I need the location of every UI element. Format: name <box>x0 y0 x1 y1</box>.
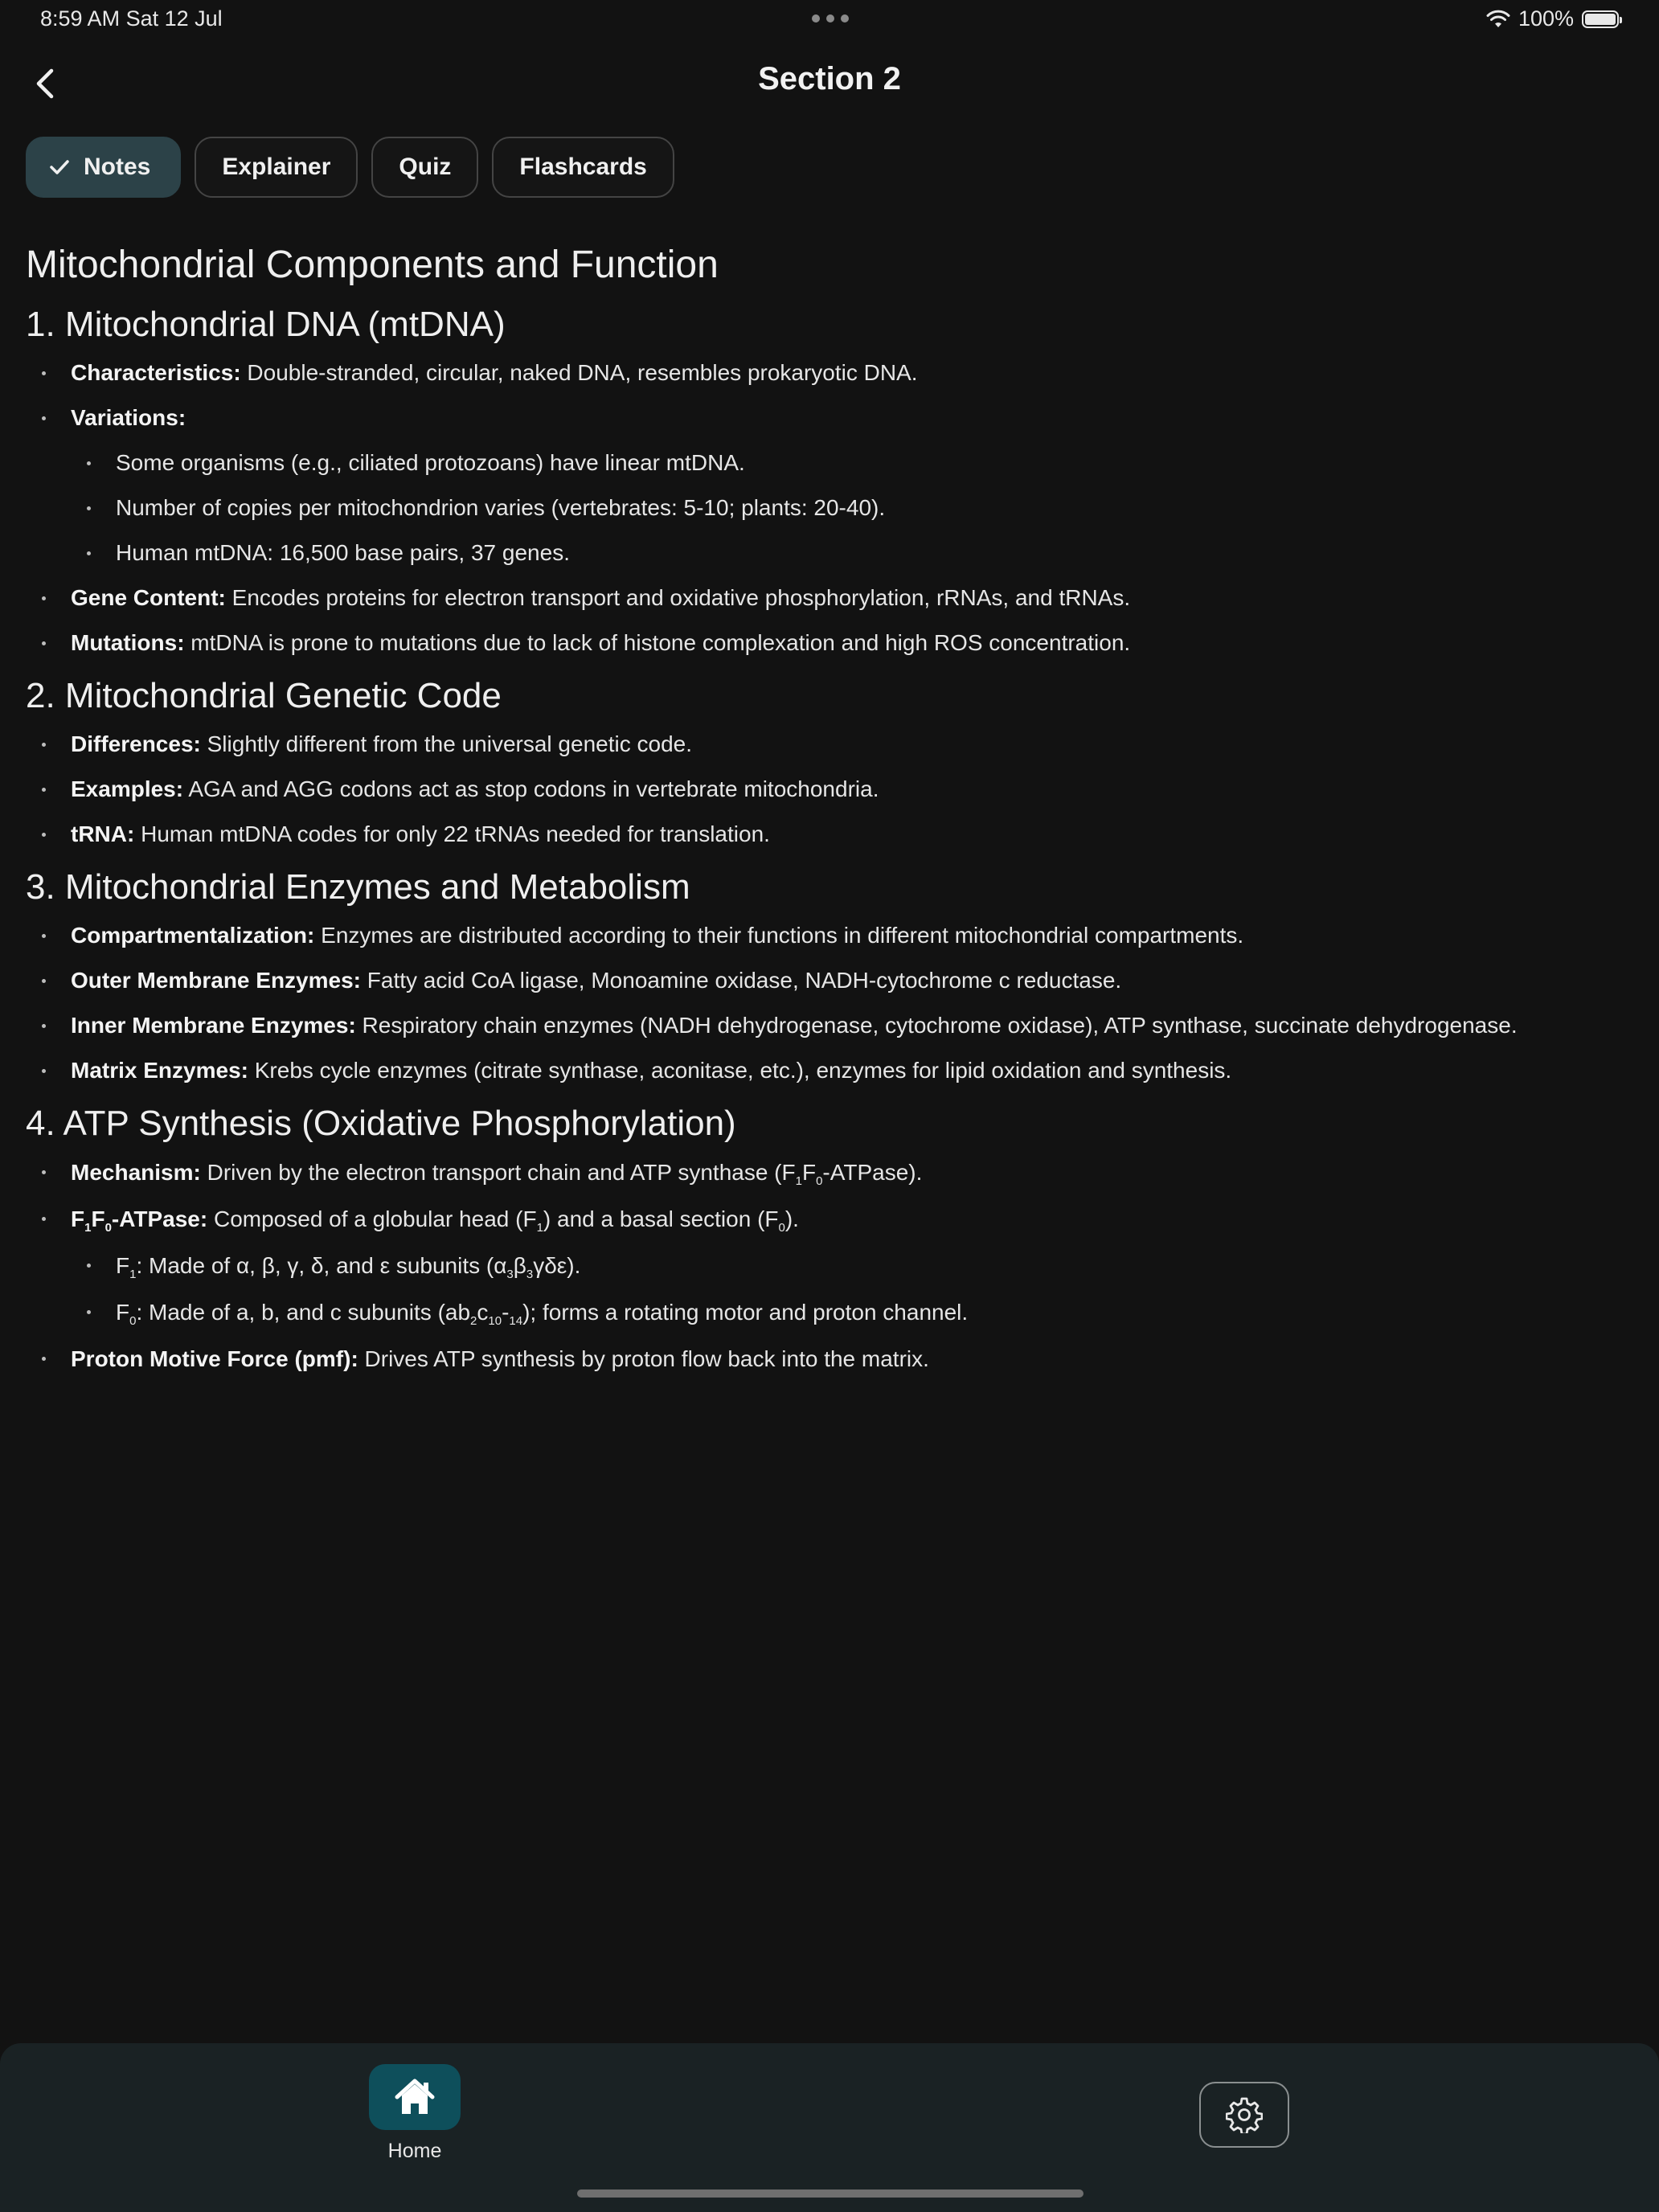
battery-percent: 100% <box>1518 6 1574 31</box>
home-indicator <box>577 2189 1083 2198</box>
wifi-icon <box>1486 10 1510 29</box>
list-item: Mutations: mtDNA is prone to mutations due to lack of histone complexation and high ROS concentration. <box>26 621 1627 666</box>
list-item: Some organisms (e.g., ciliated protozoans) have linear mtDNA. <box>26 440 1627 485</box>
section-heading: 3. Mitochondrial Enzymes and Metabolism <box>26 867 690 907</box>
list-item: Matrix Enzymes: Krebs cycle enzymes (citrate synthase, aconitase, etc.), enzymes for lipid oxidation and synthesis. <box>26 1048 1627 1093</box>
tab-label: Quiz <box>399 154 452 180</box>
bullet-list <box>26 913 1627 1093</box>
list-item: $F_1F_0$-ATPase: Composed of a globular head $(F_1)$ and a basal section $(F_0)$. <box>26 1196 1627 1243</box>
tab-notes[interactable] <box>26 137 181 198</box>
list-item: tRNA: Human mtDNA codes for only 22 tRNAs needed for translation. <box>26 812 1627 857</box>
bullet-list <box>26 350 1627 666</box>
battery-icon <box>1582 10 1619 28</box>
list-item: Outer Membrane Enzymes: Fatty acid CoA ligase, Monoamine oxidase, NADH-cytochrome c reductase. <box>26 958 1627 1003</box>
multitasking-dots-icon[interactable] <box>812 14 849 23</box>
document-title: Mitochondrial Components and Function <box>26 244 719 286</box>
tab-label: Notes <box>84 154 151 180</box>
list-item: Proton Motive Force (pmf): Drives ATP synthesis by proton flow back into the matrix. <box>26 1336 1627 1382</box>
status-bar <box>0 0 1659 39</box>
bottom-nav <box>0 2043 1659 2212</box>
section-heading: 2. Mitochondrial Genetic Code <box>26 676 502 715</box>
list-item: $F_0$: Made of a, b, and c subunits $(ab_2c_{10}-_{14})$; forms a rotating motor and proton channel. <box>26 1289 1627 1336</box>
bullet-list <box>26 722 1627 857</box>
list-item: Human mtDNA: 16,500 base pairs, 37 genes. <box>26 530 1627 576</box>
tab-explainer[interactable] <box>195 137 358 198</box>
gear-icon <box>1226 2096 1263 2133</box>
list-item: Examples: AGA and AGG codons act as stop codons in vertebrate mitochondria. <box>26 767 1627 812</box>
home-button[interactable] <box>369 2064 461 2130</box>
tab-label: Explainer <box>222 154 331 180</box>
list-item: Number of copies per mitochondrion varies (vertebrates: 5-10; plants: 20-40). <box>26 485 1627 530</box>
section-heading: 4. ATP Synthesis (Oxidative Phosphorylation) <box>26 1104 736 1143</box>
list-item: Inner Membrane Enzymes: Respiratory chain enzymes (NADH dehydrogenase, cytochrome oxidase), ATP synthase, succinate dehydrogenase. <box>26 1003 1627 1048</box>
checkmark-icon <box>48 158 71 177</box>
list-item: Variations: <box>26 395 1627 440</box>
section-heading: 1. Mitochondrial DNA (mtDNA) <box>26 305 506 344</box>
home-icon <box>394 2078 436 2116</box>
list-item: Gene Content: Encodes proteins for electron transport and oxidative phosphorylation, rRNAs, and tRNAs. <box>26 576 1627 621</box>
bullet-list <box>26 1149 1627 1382</box>
nav-home[interactable] <box>368 2064 461 2163</box>
status-time: 8:59 AM Sat 12 Jul <box>40 6 223 31</box>
settings-button[interactable] <box>1199 2082 1289 2148</box>
page-title: Section 2 <box>758 61 901 96</box>
notes-content <box>26 231 1627 1382</box>
tab-bar <box>26 137 674 198</box>
list-item: Characteristics: Double-stranded, circular, naked DNA, resembles prokaryotic DNA. <box>26 350 1627 395</box>
tab-flashcards[interactable] <box>492 137 674 198</box>
list-item: Mechanism: Driven by the electron transport chain and ATP synthase $(F_1F_0-ATPase)$. <box>26 1149 1627 1196</box>
tab-label: Flashcards <box>519 154 647 180</box>
home-label: Home <box>387 2140 442 2162</box>
list-item: Compartmentalization: Enzymes are distributed according to their functions in different mitochondrial compartments. <box>26 913 1627 958</box>
list-item: $F_1$: Made of α, β, γ, δ, and ε subunits $(\alpha_3\beta_3\gamma\delta\varepsilon)$. <box>26 1243 1627 1289</box>
tab-quiz[interactable] <box>371 137 478 198</box>
status-indicators <box>1486 6 1619 31</box>
list-item: Differences: Slightly different from the universal genetic code. <box>26 722 1627 767</box>
